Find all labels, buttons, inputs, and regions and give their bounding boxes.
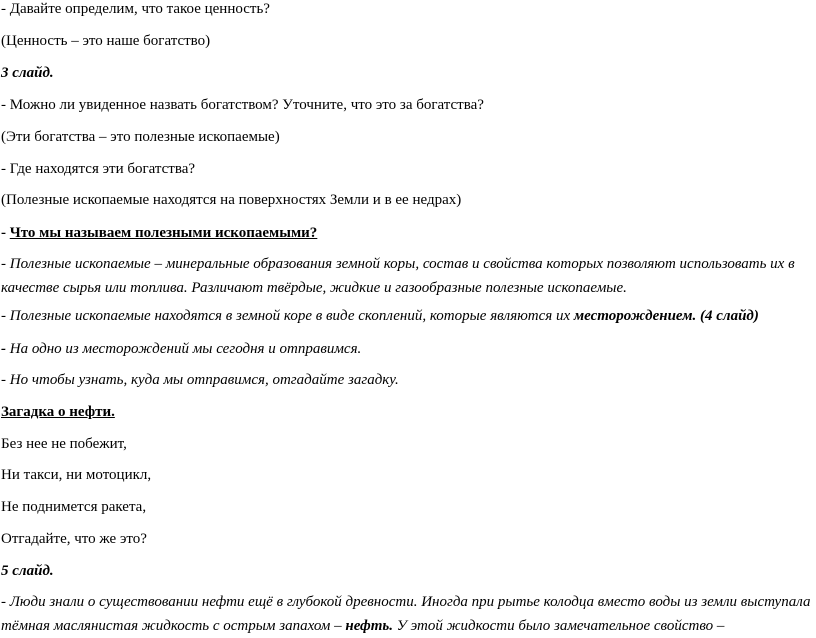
paragraph-text: - Но чтобы узнать, куда мы отправимся, отгадайте загадку. — [1, 372, 399, 388]
paragraph-text: - Полезные ископаемые – минеральные образования земной коры, состав и свойства которых позволяют использовать их в качестве сырья или топлива. Различают твёрдые, жидкие и газообразные полезные ископаемые. — [1, 256, 795, 296]
paragraph-text: (Эти богатства – это полезные ископаемые) — [1, 129, 280, 145]
riddle-heading — [1, 401, 812, 423]
paragraph-text-tail: У этой жидкости было замечательное свойство – — [393, 618, 725, 634]
paragraph-riddle-intro — [1, 369, 812, 391]
paragraph-text: (Полезные ископаемые находятся на поверхностях Земли и в ее недрах) — [1, 192, 462, 208]
riddle-line-1 — [1, 433, 812, 455]
paragraph-question-definition — [1, 222, 812, 244]
paragraph-deposits — [1, 305, 812, 327]
dash-prefix: - — [1, 341, 10, 357]
slide-marker-3 — [1, 62, 812, 84]
paragraph-text: - Можно ли увиденное назвать богатством? Уточните, что это за богатства? — [1, 97, 484, 113]
dash-prefix: - — [1, 225, 10, 241]
paragraph-answer-value — [1, 30, 812, 52]
heading-text: Загадка о нефти. — [1, 404, 115, 420]
paragraph-text: - Где находятся эти богатства? — [1, 161, 196, 177]
slide-marker-5 — [1, 560, 812, 582]
paragraph-text: - Люди знали о существовании нефти ещё в глубокой древности. Иногда при рытье колодца вместо воды из земли выступала тёмная маслянистая жидкость с острым запахом – — [1, 594, 811, 634]
oil-term: нефть. — [345, 618, 394, 634]
paragraph-answer-minerals — [1, 126, 812, 148]
paragraph-definition — [1, 252, 812, 300]
riddle-text: Ни такси, ни мотоцикл, — [1, 467, 152, 483]
deposit-term: месторождением. (4 слайд) — [573, 308, 759, 324]
riddle-text: Без нее не побежит, — [1, 436, 127, 452]
slide-label: 3 слайд. — [1, 65, 54, 81]
riddle-text: Не поднимется ракета, — [1, 499, 147, 515]
riddle-line-2 — [1, 464, 812, 486]
paragraph-question-location — [1, 158, 812, 180]
paragraph-question-wealth — [1, 94, 812, 116]
paragraph-text: На одно из месторождений мы сегодня и отправимся. — [9, 341, 362, 357]
paragraph-journey — [1, 338, 812, 360]
paragraph-text: (Ценность – это наше богатство) — [1, 33, 211, 49]
paragraph-text: - Давайте определим, что такое ценность? — [1, 1, 270, 17]
paragraph-answer-location — [1, 189, 812, 211]
riddle-line-3 — [1, 496, 812, 518]
paragraph-text: - Полезные ископаемые находятся в земной коре в виде скоплений, которые являются их — [1, 308, 574, 324]
riddle-text: Отгадайте, что же это? — [1, 531, 147, 547]
slide-label: 5 слайд. — [1, 563, 54, 579]
paragraph-question-value — [1, 0, 812, 20]
definition-question: Что мы называем полезными ископаемыми? — [9, 225, 318, 241]
riddle-line-4 — [1, 528, 812, 550]
